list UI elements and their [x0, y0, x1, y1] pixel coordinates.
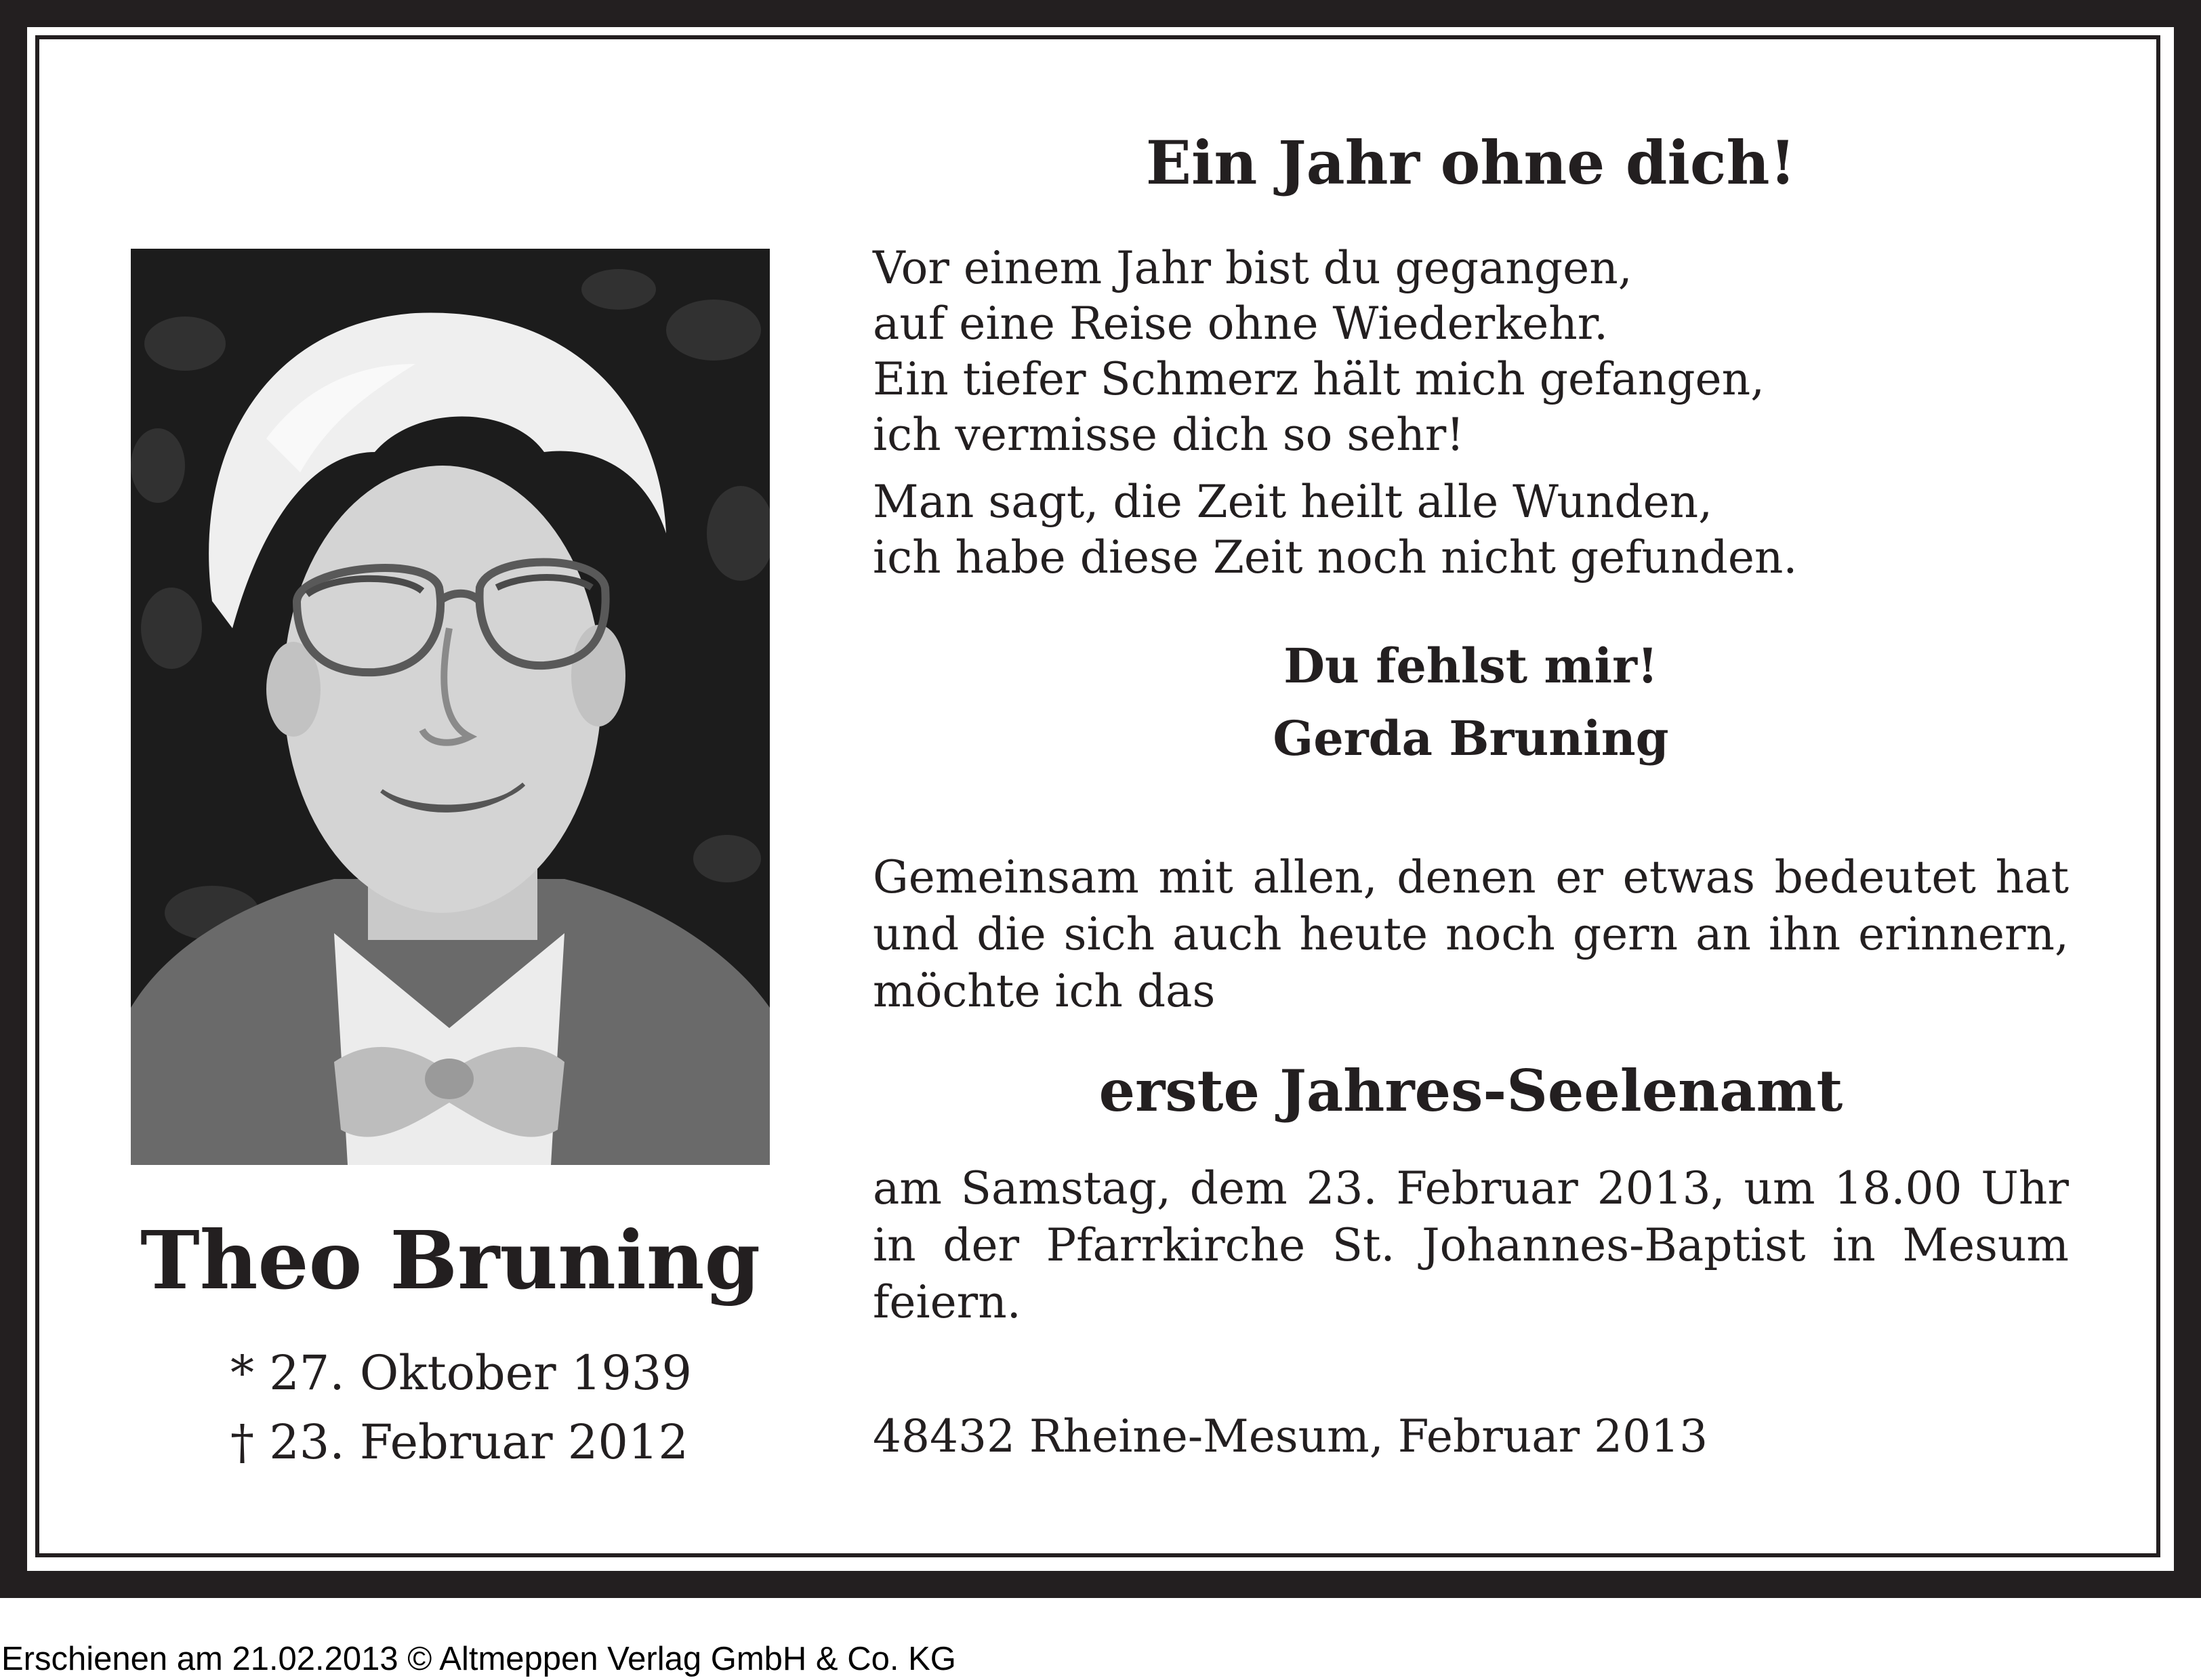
birth-date: * 27. Oktober 1939: [230, 1345, 692, 1401]
invitation-paragraph: [873, 849, 2069, 1020]
poem-line: Ein tiefer Schmerz hält mich gefangen,: [873, 353, 1765, 405]
poem-stanza-2: [873, 474, 2069, 586]
invitation-line: Gemeinsam mit allen, denen er etwas bedeutet hat: [873, 851, 2069, 903]
publication-footer: Erschienen am 21.02.2013 © Altmeppen Verlag GmbH & Co. KG: [1, 1641, 956, 1677]
death-date: † 23. Februar 2012: [230, 1414, 688, 1470]
invitation-line: möchte ich das: [873, 965, 1216, 1017]
poem-line: auf eine Reise ohne Wiederkehr.: [873, 298, 1609, 350]
poem-stanza-1: [873, 241, 2069, 463]
life-dates: [230, 1338, 692, 1477]
closing-line: Du fehlst mir!: [1283, 638, 1658, 694]
poem-line: ich vermisse dich so sehr!: [873, 409, 1464, 461]
portrait-illustration: [131, 249, 770, 1165]
headline: Ein Jahr ohne dich!: [1145, 127, 1796, 198]
poem-line: ich habe diese Zeit noch nicht gefunden.: [873, 531, 1798, 583]
service-line: in der Pfarrkirche St. Johannes-Baptist in Mesum: [873, 1219, 2069, 1271]
poem-line: Vor einem Jahr bist du gegangen,: [873, 242, 1632, 294]
service-details: [873, 1160, 2069, 1331]
service-line: feiern.: [873, 1276, 1021, 1328]
signer-name: Gerda Bruning: [1273, 710, 1669, 766]
service-title: erste Jahres-Seelenamt: [1098, 1057, 1843, 1124]
invitation-line: und die sich auch heute noch gern an ihn erinnern,: [873, 908, 2069, 960]
poem-line: Man sagt, die Zeit heilt alle Wunden,: [873, 476, 1713, 528]
portrait-photo: [131, 249, 770, 1165]
place-date: 48432 Rheine-Mesum, Februar 2013: [873, 1410, 1708, 1462]
deceased-name: Theo Bruning: [140, 1213, 761, 1307]
service-line: am Samstag, dem 23. Februar 2013, um 18.00 Uhr: [873, 1162, 2069, 1214]
